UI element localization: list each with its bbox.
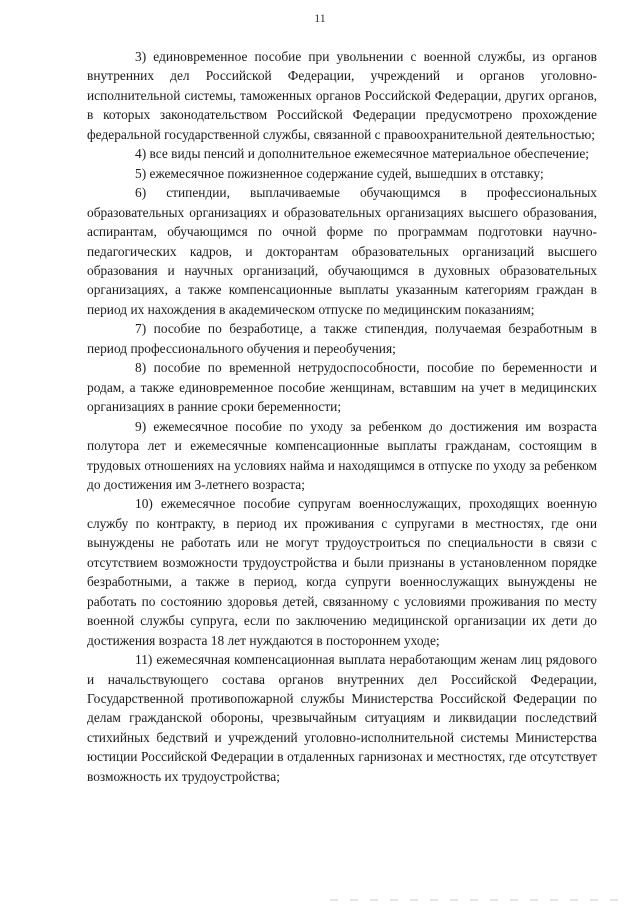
- paragraph-item-9: 9) ежемесячное пособие по уходу за ребенком до достижения им возраста полутора лет и ежемесячные компенсационные выплаты гражданам, состоящим в трудовых отношениях на условиях найма и находящимся в отпуске по уходу за ребенком до достижения им 3-летнего возраста;: [87, 418, 597, 492]
- paragraph-item-10: 10) ежемесячное пособие супругам военнослужащих, проходящих военную службу по контракту, в период их проживания с супругами в местностях, где они вынуждены не работать или не могут трудоустроиться по специальности в связи с отсутствием возможности трудоустройства и были признаны в установленном порядке безработными, а также в период, когда супруги военнослужащих вынуждены не работать по состоянию здоровья детей, связанному с условиями проживания по месту военной службы супруга, если по заключению медицинской организации их дети до достижения возраста 18 лет нуждаются в постороннем уходе;: [87, 496, 597, 648]
- page-number: 11: [314, 11, 326, 25]
- paragraph-item-5: 5) ежемесячное пожизненное содержание судей, вышедших в отставку;: [135, 165, 544, 181]
- paragraph-item-7: 7) пособие по безработице, а также стипендия, получаемая безработным в период профессионального обучения и переобучения;: [87, 321, 597, 356]
- scan-artifact: [330, 899, 620, 901]
- paragraph-item-8: 8) пособие по временной нетрудоспособности, пособие по беременности и родам, а также единовременное пособие женщинам, вставшим на учет в медицинских организациях в ранние сроки беременности;: [87, 360, 597, 415]
- document-body: [87, 47, 597, 786]
- paragraph-item-3: 3) единовременное пособие при увольнении с военной службы, из органов внутренних дел Российской Федерации, учреждений и органов уголовно-исполнительной системы, таможенных органов Российской Федерации, других органов, в которых законодательством Российской Федерации предусмотрено прохождение федеральной государственной службы, связанной с правоохранительной деятельностью;: [87, 49, 597, 142]
- paragraph-item-6: 6) стипендии, выплачиваемые обучающимся в профессиональных образовательных организациях и образовательных организациях высшего образования, аспирантам, обучающимся по очной форме по программам подготовки научно-педагогических кадров, и докторантам образовательных организаций высшего образования и научных организаций, обучающимся в духовных образовательных организациях, а также компенсационные выплаты указанным категориям граждан в период их нахождения в академическом отпуске по медицинским показаниям;: [87, 185, 597, 317]
- paragraph-item-4: 4) все виды пенсий и дополнительное ежемесячное материальное обеспечение;: [135, 146, 589, 162]
- paragraph-item-11: 11) ежемесячная компенсационная выплата неработающим женам лиц рядового и начальствующего состава органов внутренних дел Российской Федерации, Государственной противопожарной службы Министерства Российской Федерации по делам гражданской обороны, чрезвычайным ситуациям и ликвидации последствий стихийных бедствий и учреждений уголовно-исполнительной системы Министерства юстиции Российской Федерации в отдаленных гарнизонах и местностях, где отсутствует возможность их трудоустройства;: [87, 652, 597, 784]
